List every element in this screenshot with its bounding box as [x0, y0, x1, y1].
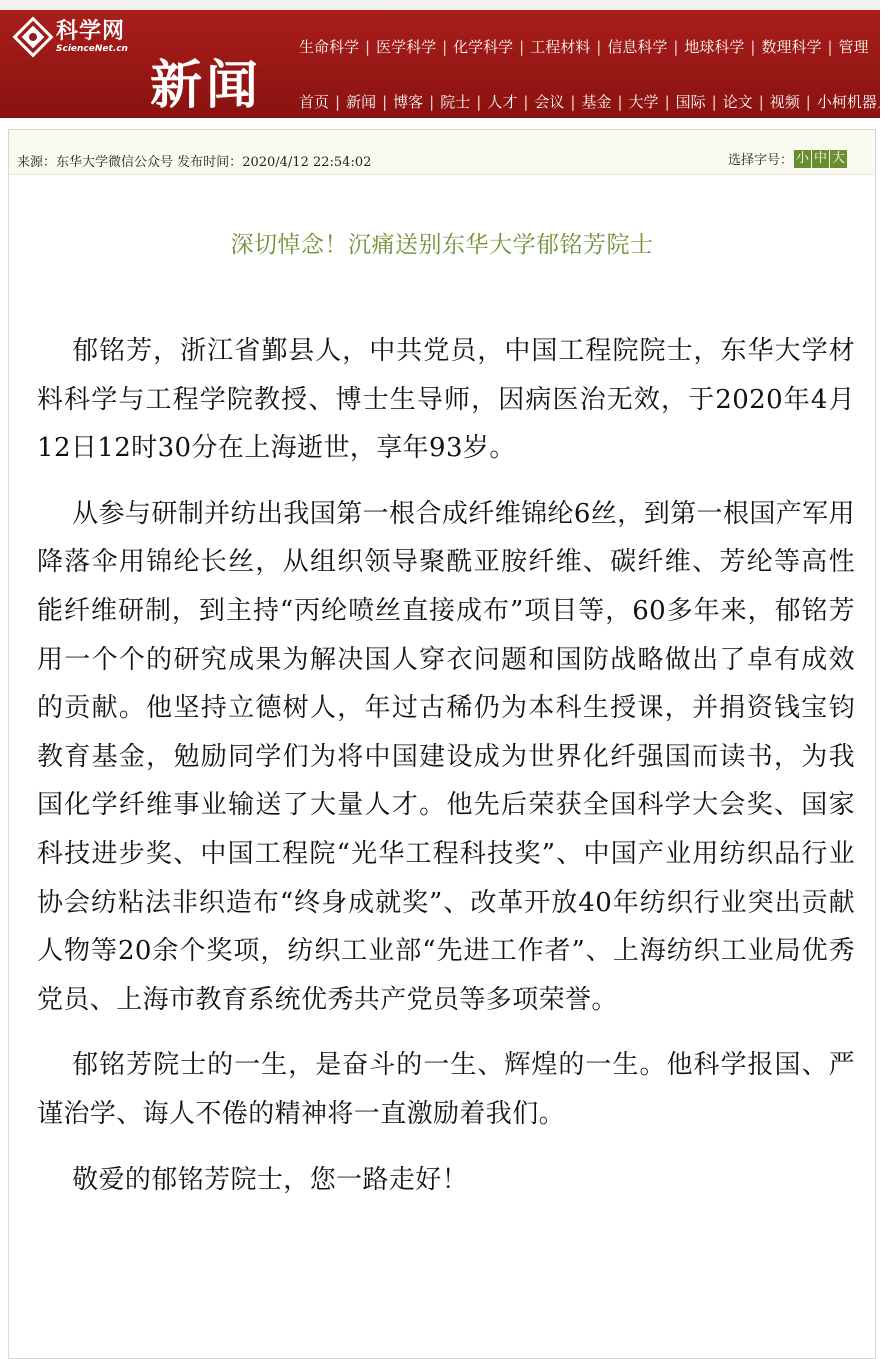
article-source: 东华大学微信公众号 — [56, 155, 174, 170]
nav-academicians[interactable]: 院士 — [440, 93, 471, 111]
nav-international[interactable]: 国际 — [675, 93, 706, 111]
article-body — [9, 327, 875, 1204]
nav-news[interactable]: 新闻 — [346, 93, 377, 111]
article-meta — [17, 151, 371, 170]
logo-english-text: ScienceNet.cn — [56, 43, 128, 54]
site-header — [0, 10, 892, 118]
article-paragraph: 郁铭芳院士的一生，是奋斗的一生、辉煌的一生。他科学报国、严谨治学、诲人不倦的精神将一直激励着我们。 — [37, 1050, 855, 1129]
article-title: 深切悼念！沉痛送别东华大学郁铭芳院士 — [230, 232, 654, 258]
article-container — [8, 129, 876, 1359]
article-paragraph: 敬爱的郁铭芳院士，您一路走好！ — [72, 1164, 469, 1195]
nav-papers[interactable]: 论文 — [722, 93, 753, 111]
time-label: 发布时间： — [177, 155, 243, 170]
nav-information-science[interactable]: 信息科学 — [607, 38, 668, 56]
publish-time: 2020/4/12 22:54:02 — [242, 155, 372, 170]
nav-conferences[interactable]: 会议 — [534, 93, 565, 111]
font-size-small-button[interactable]: 小 — [795, 150, 809, 166]
font-size-label: 选择字号： — [727, 153, 793, 168]
main-nav: 首页 | 新闻 | 博客 | 院士 | 人才 | 会议 | 基金 | 大学 | 国际 | 论文 | 视频 | 小柯机器人 — [299, 93, 892, 111]
site-logo[interactable] — [14, 18, 128, 56]
nav-chemical-science[interactable]: 化学科学 — [453, 38, 514, 56]
section-title: 新闻 — [150, 56, 263, 116]
nav-math-physics[interactable]: 数理科学 — [761, 38, 822, 56]
source-label: 来源： — [17, 155, 57, 170]
nav-life-science[interactable]: 生命科学 — [299, 38, 360, 56]
nav-universities[interactable]: 大学 — [628, 93, 659, 111]
nav-funds[interactable]: 基金 — [581, 93, 612, 111]
nav-talent[interactable]: 人才 — [487, 93, 518, 111]
nav-medical-science[interactable]: 医学科学 — [376, 38, 437, 56]
nav-videos[interactable]: 视频 — [769, 93, 800, 111]
nav-home[interactable]: 首页 — [299, 93, 330, 111]
font-size-selector — [728, 149, 847, 168]
nav-xiaoke-robot[interactable]: 小柯机器人 — [816, 93, 892, 111]
article-paragraph: 郁铭芳，浙江省鄞县人，中共党员，中国工程院院士，东华大学材料科学与工程学院教授、博士生导师，因病医治无效，于2020年4月12日12时30分在上海逝世，享年93岁。 — [37, 336, 855, 464]
logo-chinese-text: 科学网 — [56, 18, 126, 44]
category-nav: 生命科学 | 医学科学 | 化学科学 | 工程材料 | 信息科学 | 地球科学 | 数理科学 | 管理 — [299, 38, 869, 56]
article-paragraph: 从参与研制并纺出我国第一根合成纤维锦纶6丝，到第一根国产军用降落伞用锦纶长丝，从组织领导聚酰亚胺纤维、碳纤维、芳纶等高性能纤维研制，到主持“丙纶喷丝直接成布”项目等，60多年来，郁铭芳用一个个的研究成果为解决国人穿衣问题和国防战略做出了卓有成效的贡献。他坚持立德树人，年过古稀仍为本科生授课，并捐资钱宝钧教育基金，勉励同学们为将中国建设成为世界化纤强国而读书，为我国化学纤维事业输送了大量人才。他先后荣获全国科学大会奖、国家科技进步奖、中国工程院“光华工程科技奖”、中国产业用纺织品行业协会纺粘法非织造布“终身成就奖”、改革开放40年纺织行业突出贡献人物等20余个奖项，纺织工业部“先进工作者”、上海纺织工业局优秀党员、上海市教育系统优秀共产党员等多项荣誉。 — [37, 498, 855, 1015]
top-strip — [0, 0, 880, 10]
nav-management[interactable]: 管理 — [838, 38, 869, 56]
font-size-large-button[interactable]: 大 — [831, 150, 845, 166]
nav-engineering-materials[interactable]: 工程材料 — [530, 38, 591, 56]
nav-earth-science[interactable]: 地球科学 — [684, 38, 745, 56]
nav-blog[interactable]: 博客 — [393, 93, 424, 111]
sciencenet-logo-icon — [14, 18, 52, 56]
article-meta-bar — [9, 130, 875, 175]
font-size-medium-button[interactable]: 中 — [813, 150, 827, 166]
